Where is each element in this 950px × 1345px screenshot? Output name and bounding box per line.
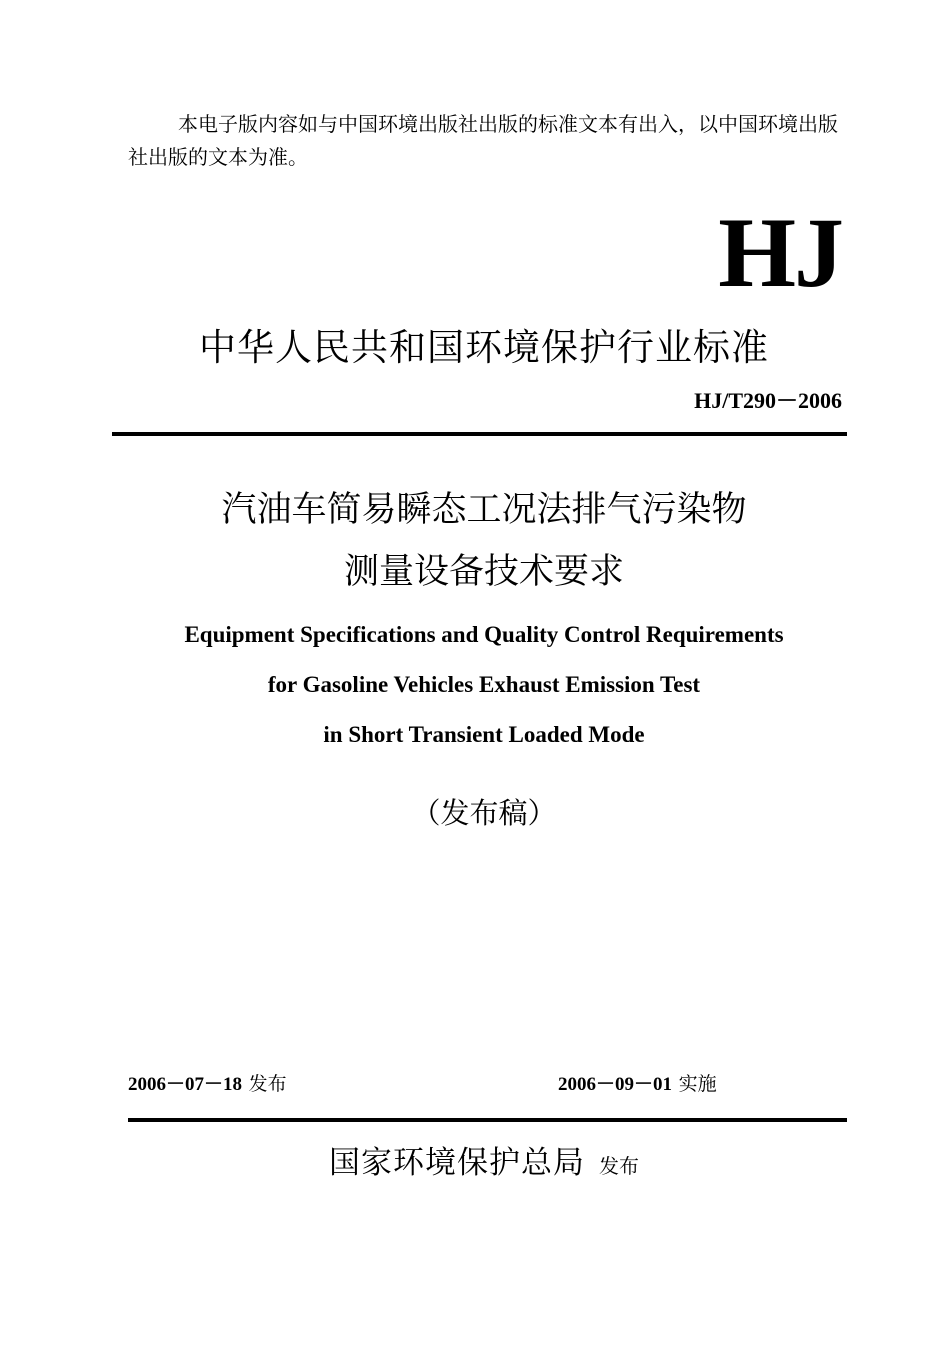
publisher-organization: 国家环境保护总局 <box>329 1145 585 1181</box>
effective-label: 实施 <box>678 1073 717 1095</box>
chinese-title-line-1: 汽油车简易瞬态工况法排气污染物 <box>221 490 747 530</box>
effective-date: 2006－09－01 <box>558 1074 673 1095</box>
issue-date-line <box>128 1070 287 1099</box>
english-title-line-1: Equipment Specifications and Quality Control Requirements <box>184 622 784 647</box>
electronic-version-notice: 本电子版内容如与中国环境出版社出版的标准文本有出入，以中国环境出版社出版的文本为准。 <box>128 112 838 169</box>
header-divider <box>112 432 847 436</box>
issue-label: 发布 <box>248 1073 287 1095</box>
effective-date-line <box>558 1070 717 1099</box>
publisher-action: 发布 <box>599 1154 639 1178</box>
standard-number: HJ/T290－2006 <box>694 388 842 413</box>
chinese-title-line-2: 测量设备技术要求 <box>343 552 624 592</box>
hj-standard-mark: HJ <box>718 197 842 308</box>
english-title-line-3: in Short Transient Loaded Mode <box>323 722 645 747</box>
standard-category-title: 中华人民共和国环境保护行业标准 <box>199 326 769 369</box>
publisher-line <box>0 1140 950 1189</box>
english-title-line-2: for Gasoline Vehicles Exhaust Emission Test <box>267 672 701 697</box>
draft-status-label: （发布稿） <box>411 796 557 830</box>
footer-divider <box>128 1118 847 1122</box>
issue-date: 2006－07－18 <box>128 1074 243 1095</box>
